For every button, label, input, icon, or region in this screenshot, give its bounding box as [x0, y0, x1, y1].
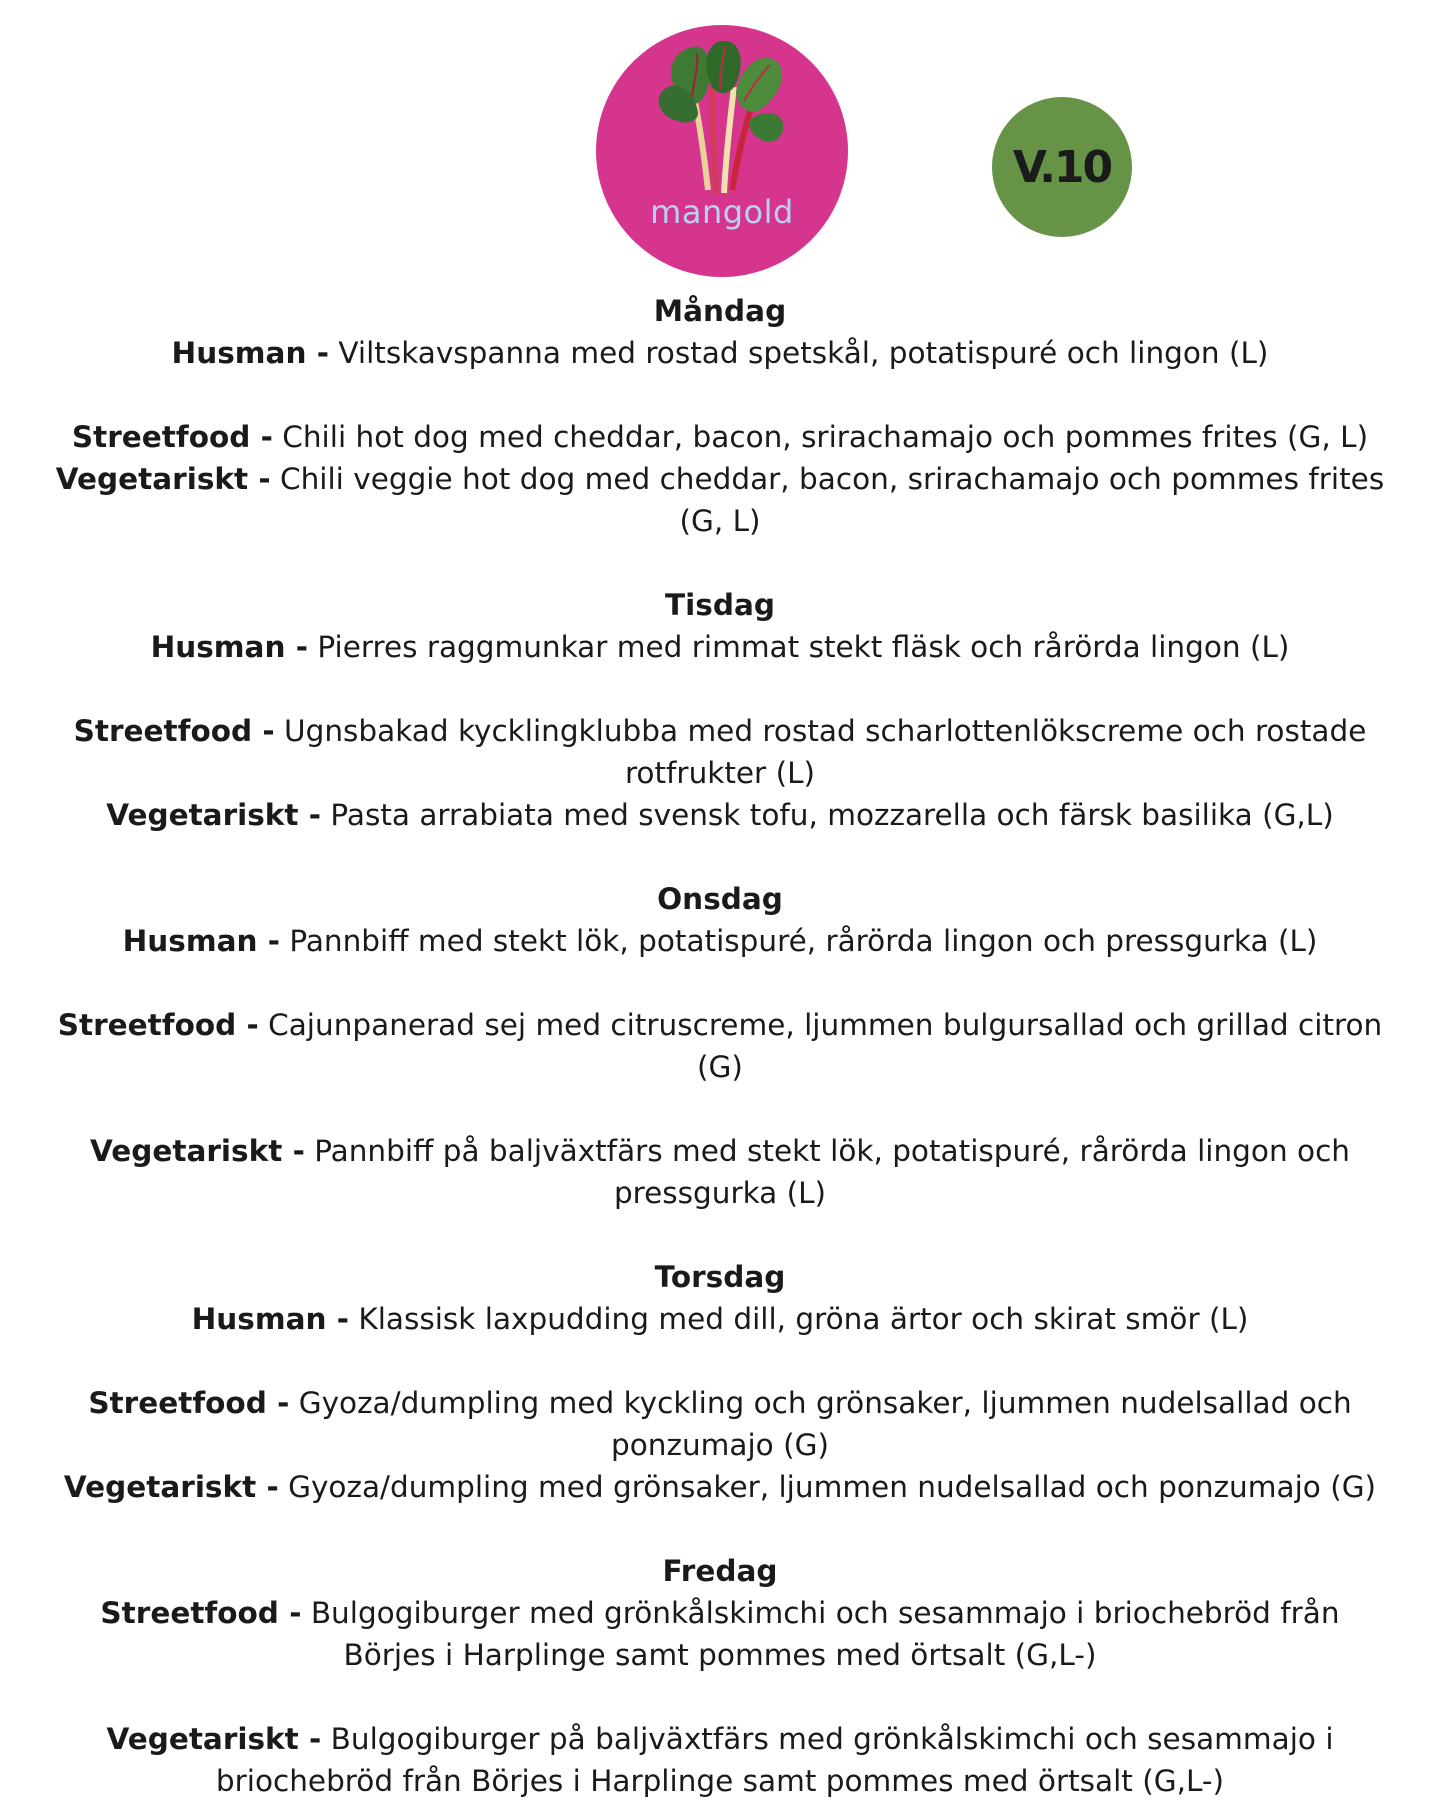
item-text: Gyoza/dumpling med kyckling och grönsaker, ljummen nudelsallad och ponzumajo (G) — [289, 1386, 1352, 1462]
menu-item-vegetariskt — [50, 458, 1390, 542]
item-text: Bulgogiburger med grönkålskimchi och sesammajo i briochebröd från Börjes i Harplinge samt pommes med örtsalt (G,L-) — [301, 1596, 1340, 1672]
menu-item-streetfood — [50, 710, 1390, 794]
item-label: Vegetariskt - — [106, 1722, 322, 1756]
item-text: Chili veggie hot dog med cheddar, bacon, srirachamajo och pommes frites (G, L) — [270, 462, 1385, 538]
chard-leaf-icon — [596, 25, 848, 277]
item-text: Bulgogiburger på baljväxtfärs med grönkålskimchi och sesammajo i briochebröd från Börjes i Harplinge samt pommes med örtsalt (G,L-) — [215, 1722, 1334, 1798]
item-text: Pannbiff på baljväxtfärs med stekt lök, potatispuré, rårörda lingon och pressgurka (L) — [304, 1134, 1350, 1210]
mangold-logo — [596, 25, 848, 277]
weekly-menu — [50, 290, 1390, 1802]
item-text: Cajunpanerad sej med citruscreme, ljummen bulgursallad och grillad citron (G) — [258, 1008, 1383, 1084]
item-text: Chili hot dog med cheddar, bacon, srirachamajo och pommes frites (G, L) — [272, 420, 1369, 454]
item-text: Ugnsbakad kycklingklubba med rostad scharlottenlökscreme och rostade rotfrukter (L) — [274, 714, 1367, 790]
item-label: Vegetariskt - — [55, 462, 271, 496]
logo-text: mangold — [650, 193, 794, 231]
item-label: Husman - — [150, 630, 308, 664]
day-title: Onsdag — [657, 882, 783, 916]
day-title: Torsdag — [654, 1260, 786, 1294]
menu-item-streetfood — [50, 1004, 1390, 1088]
menu-item-husman — [50, 1298, 1390, 1340]
day-section-onsdag — [50, 878, 1390, 1214]
item-label: Husman - — [171, 336, 329, 370]
item-text: Gyoza/dumpling med grönsaker, ljummen nudelsallad och ponzumajo (G) — [278, 1470, 1377, 1504]
menu-item-streetfood — [50, 416, 1390, 458]
item-label: Vegetariskt - — [90, 1134, 305, 1168]
item-text: Klassisk laxpudding med dill, gröna ärtor och skirat smör (L) — [349, 1302, 1249, 1336]
day-section-fredag — [50, 1550, 1390, 1802]
menu-item-vegetariskt — [50, 1130, 1390, 1214]
day-title: Måndag — [653, 294, 787, 328]
menu-item-vegetariskt — [50, 1718, 1390, 1802]
menu-item-vegetariskt — [50, 1466, 1390, 1508]
week-badge — [992, 97, 1132, 237]
item-label: Streetfood - — [73, 714, 275, 748]
item-label: Vegetariskt - — [106, 798, 322, 832]
day-section-mandag — [50, 290, 1390, 542]
menu-item-husman — [50, 920, 1390, 962]
item-text: Pasta arrabiata med svensk tofu, mozzarella och färsk basilika (G,L) — [321, 798, 1334, 832]
item-label: Streetfood - — [100, 1596, 302, 1630]
week-label: V.10 — [1012, 141, 1112, 193]
day-section-torsdag — [50, 1256, 1390, 1508]
item-label: Vegetariskt - — [63, 1470, 279, 1504]
menu-item-husman — [50, 332, 1390, 374]
item-text: Pierres raggmunkar med rimmat stekt fläsk och rårörda lingon (L) — [307, 630, 1290, 664]
menu-item-streetfood — [50, 1382, 1390, 1466]
item-label: Husman - — [191, 1302, 349, 1336]
menu-item-vegetariskt — [50, 794, 1390, 836]
item-label: Streetfood - — [57, 1008, 259, 1042]
menu-item-husman — [50, 626, 1390, 668]
menu-item-streetfood — [50, 1592, 1390, 1676]
item-label: Streetfood - — [88, 1386, 290, 1420]
item-label: Husman - — [122, 924, 280, 958]
item-text: Viltskavspanna med rostad spetskål, potatispuré och lingon (L) — [328, 336, 1269, 370]
day-title: Tisdag — [665, 588, 775, 622]
item-text: Pannbiff med stekt lök, potatispuré, rårörda lingon och pressgurka (L) — [280, 924, 1318, 958]
item-label: Streetfood - — [71, 420, 273, 454]
day-section-tisdag — [50, 584, 1390, 836]
day-title: Fredag — [662, 1554, 778, 1588]
